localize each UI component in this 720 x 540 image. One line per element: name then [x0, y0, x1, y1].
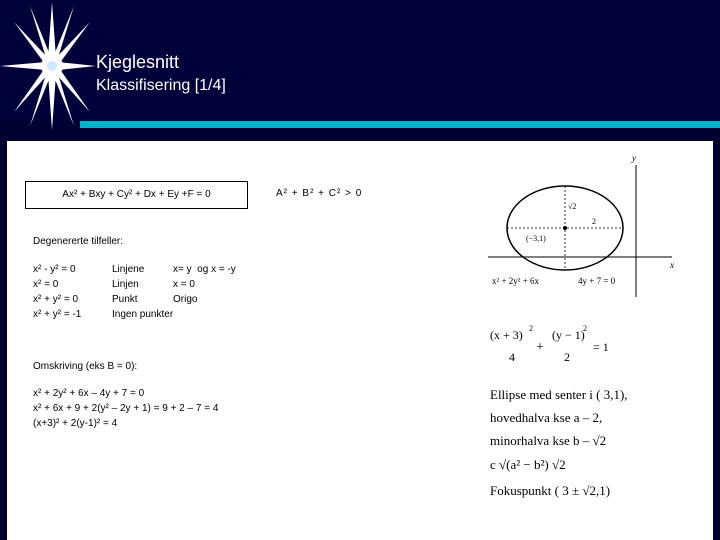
- graph-equation-left: x² + 2y² + 6x: [492, 276, 540, 286]
- degenerate-type-2: Linjen: [112, 279, 139, 290]
- condition-text: A² + B² + C² > 0: [276, 188, 363, 199]
- frac1-numerator: (x + 3): [490, 328, 523, 342]
- frac1-denominator: 4: [509, 350, 515, 364]
- rewrite-line-1: x² + 2y² + 6x – 4y + 7 = 0: [33, 388, 145, 399]
- standard-form-rhs: = 1: [593, 340, 609, 354]
- degenerate-type-4: Ingen punkter: [112, 309, 174, 320]
- graph-two-label: 2: [592, 217, 596, 226]
- content-panel: [7, 141, 713, 540]
- rewrite-line-2: x² + 6x + 9 + 2(y² – 2y + 1) = 9 + 2 – 7 = 4: [33, 403, 219, 414]
- page-subtitle: Klassifisering [1/4]: [96, 77, 226, 94]
- rewrite-heading: Omskriving (eks B = 0):: [33, 361, 138, 372]
- page-title: Kjeglesnitt: [96, 52, 180, 72]
- degenerate-type-1: Linjene: [112, 264, 145, 275]
- starburst-icon: [0, 0, 100, 140]
- ellipse-fact-4: c √(a² − b²) √2: [490, 457, 566, 472]
- ellipse-fact-2: hovedhalva kse a – 2,: [490, 410, 603, 425]
- graph-center-label: (−3,1): [526, 234, 546, 243]
- plus-sign: +: [536, 340, 544, 355]
- degenerate-eq-2: x² = 0: [33, 279, 59, 290]
- degenerate-heading: Degenererte tilfeller:: [33, 236, 124, 247]
- ellipse-fact-3: minorhalva kse b – √2: [490, 433, 607, 448]
- accent-bar: [80, 121, 720, 128]
- graph-sqrt2-label: √2: [568, 202, 577, 211]
- frac2-numerator: (y − 1): [552, 328, 585, 342]
- ellipse-graph: [480, 151, 680, 301]
- frac2-denominator: 2: [564, 350, 570, 364]
- degenerate-eq-4: x² + y² = -1: [33, 309, 82, 320]
- general-equation-box: Ax² + Bxy + Cy² + Dx + Ey +F = 0: [25, 181, 248, 209]
- frac2-exponent: 2: [583, 324, 587, 333]
- degenerate-desc-1: x= y og x = -y: [173, 264, 236, 275]
- degenerate-eq-1: x² - y² = 0: [33, 264, 76, 275]
- degenerate-desc-3: Origo: [173, 294, 198, 305]
- degenerate-eq-3: x² + y² = 0: [33, 294, 79, 305]
- ellipse-fact-5: Fokuspunkt ( 3 ± √2,1): [490, 483, 611, 498]
- graph-equation-right: 4y + 7 = 0: [578, 276, 616, 286]
- degenerate-type-3: Punkt: [112, 294, 138, 305]
- graph-x-label: x: [670, 260, 674, 270]
- degenerate-desc-2: x = 0: [173, 279, 195, 290]
- frac1-exponent: 2: [529, 324, 533, 333]
- rewrite-line-3: (x+3)² + 2(y-1)² = 4: [33, 418, 118, 429]
- ellipse-fact-1: Ellipse med senter i ( 3,1),: [490, 387, 628, 402]
- graph-y-label: y: [632, 153, 636, 163]
